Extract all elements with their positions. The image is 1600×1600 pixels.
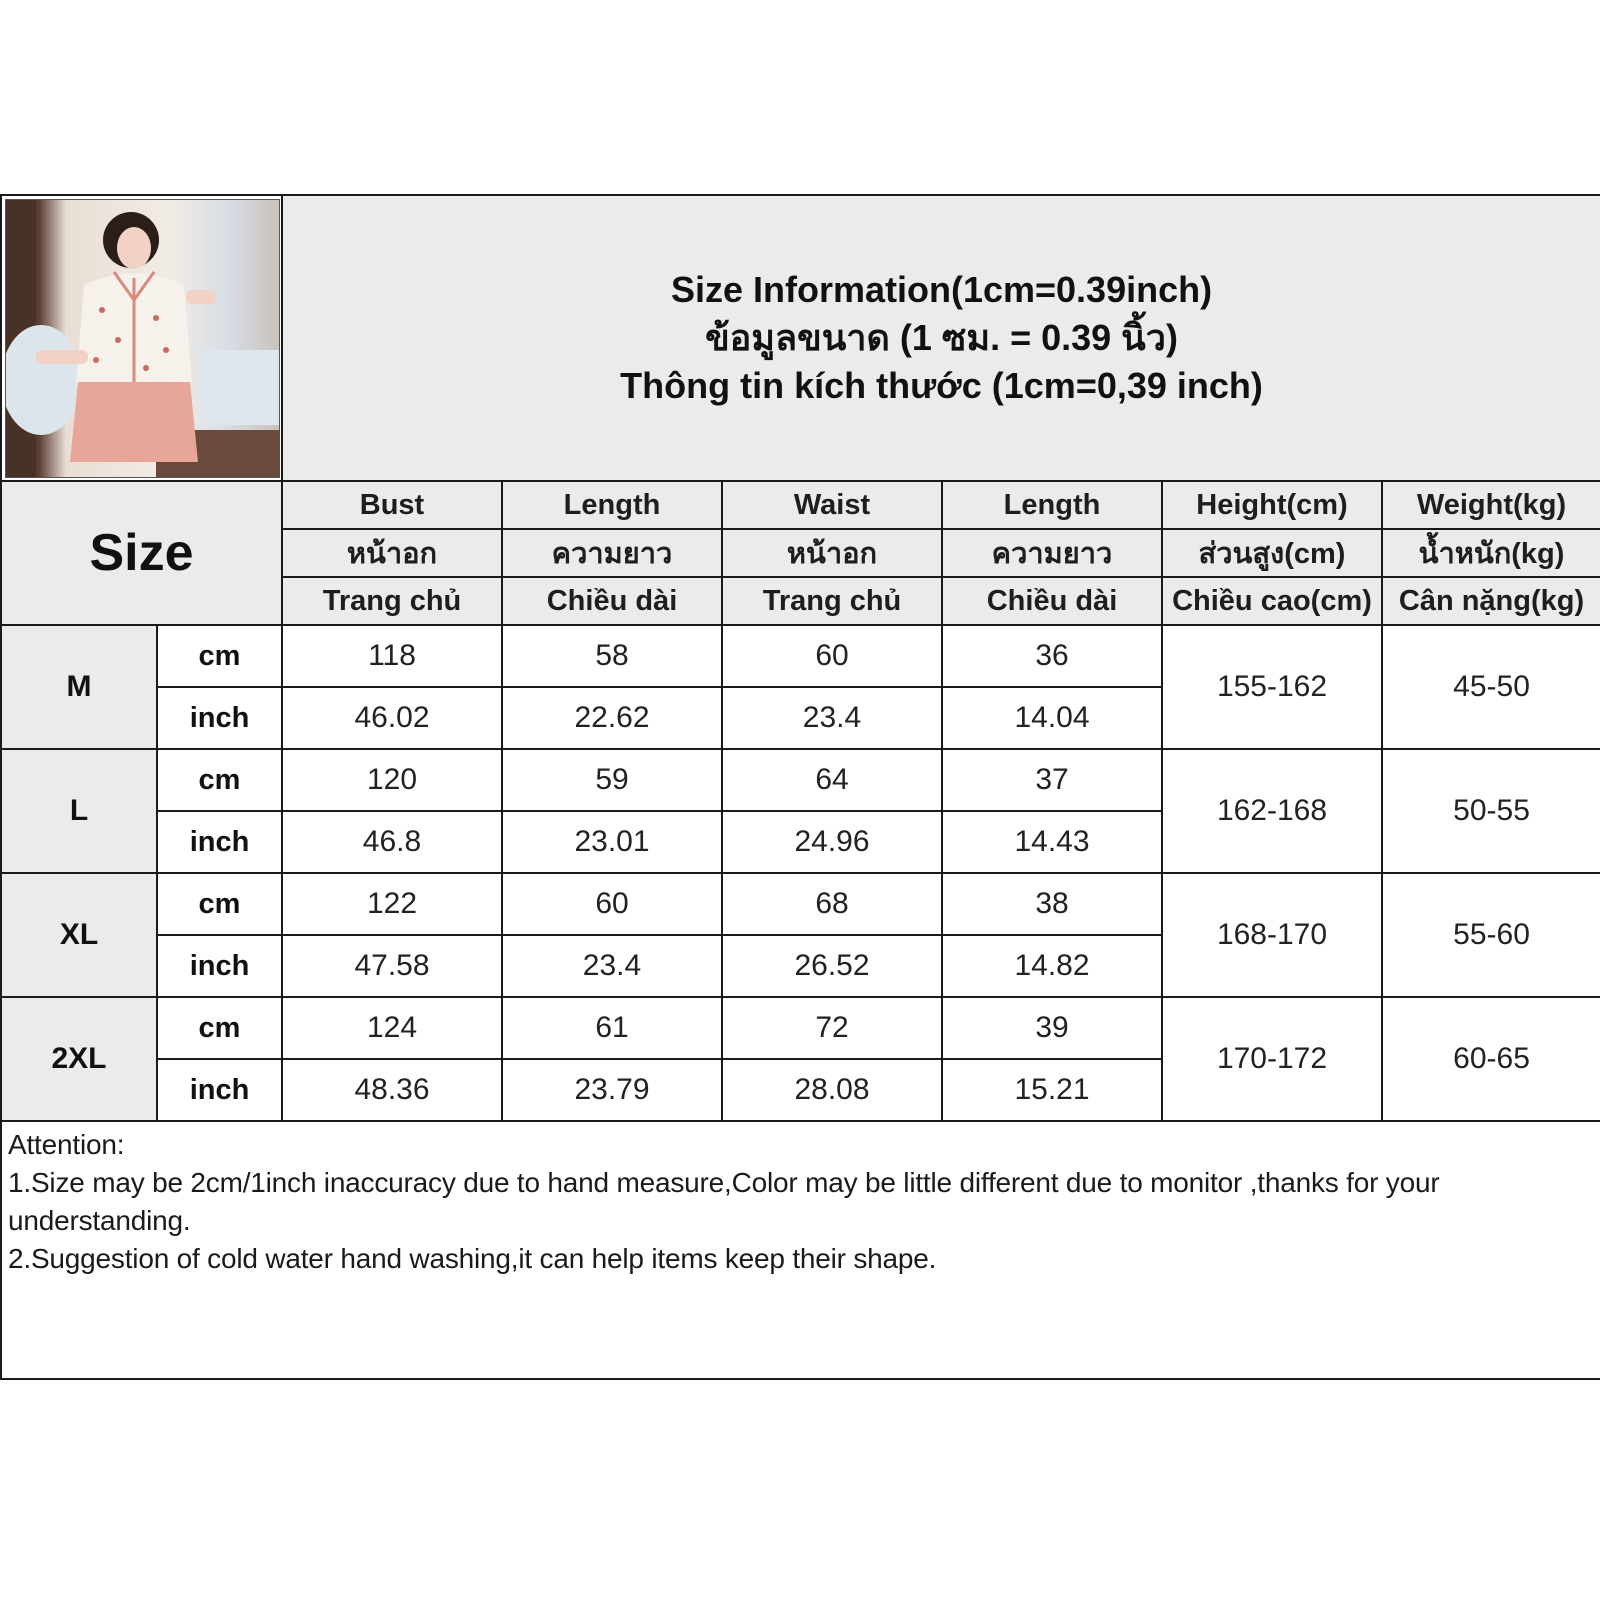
unit-cm: cm [157,625,282,687]
size-header: Size [1,481,282,625]
product-photo [5,199,280,478]
height-range: 155-162 [1162,625,1382,749]
table-cell: 24.96 [722,811,942,873]
col-header-th: น้ำหนัก(kg) [1382,529,1600,577]
col-header-en: Waist [722,481,942,529]
table-cell: 14.04 [942,687,1162,749]
unit-cm: cm [157,873,282,935]
height-range: 170-172 [1162,997,1382,1121]
table-cell: 58 [502,625,722,687]
col-header-vi: Chiều dài [942,577,1162,625]
title-cell [282,195,1600,481]
size-chart [0,194,1600,1406]
size-l-label: L [1,749,157,873]
height-range: 162-168 [1162,749,1382,873]
table-cell: 48.36 [282,1059,502,1121]
title-vietnamese: Thông tin kích thước (1cm=0,39 inch) [620,365,1263,406]
table-cell: 124 [282,997,502,1059]
attention-notes [1,1121,1600,1379]
col-header-en: Height(cm) [1162,481,1382,529]
table-cell: 46.02 [282,687,502,749]
note-line: understanding. [8,1205,191,1236]
table-cell: 122 [282,873,502,935]
height-range: 168-170 [1162,873,1382,997]
col-header-en: Weight(kg) [1382,481,1600,529]
table-cell: 60 [502,873,722,935]
table-cell: 64 [722,749,942,811]
size-m-label: M [1,625,157,749]
unit-cm: cm [157,749,282,811]
model-illustration [6,200,279,477]
product-photo-cell [1,195,282,481]
table-cell: 23.01 [502,811,722,873]
table-cell: 118 [282,625,502,687]
unit-inch: inch [157,687,282,749]
table-cell: 23.79 [502,1059,722,1121]
size-table [0,194,1600,1380]
col-header-th: ความยาว [502,529,722,577]
col-header-th: หน้าอก [282,529,502,577]
table-cell: 59 [502,749,722,811]
note-line: 2.Suggestion of cold water hand washing,it can help items keep their shape. [8,1243,937,1274]
note-line: 1.Size may be 2cm/1inch inaccuracy due to hand measure,Color may be little different due to monitor ,thanks for your [8,1167,1440,1198]
table-cell: 15.21 [942,1059,1162,1121]
weight-range: 50-55 [1382,749,1600,873]
col-header-th: ส่วนสูง(cm) [1162,529,1382,577]
table-cell: 39 [942,997,1162,1059]
col-header-th: หน้าอก [722,529,942,577]
size-2xl-label: 2XL [1,997,157,1121]
col-header-vi: Trang chủ [722,577,942,625]
table-cell: 14.43 [942,811,1162,873]
title-thai: ข้อมูลขนาด (1 ซม. = 0.39 นิ้ว) [705,317,1178,358]
table-cell: 60 [722,625,942,687]
weight-range: 60-65 [1382,997,1600,1121]
table-cell: 23.4 [722,687,942,749]
table-cell: 120 [282,749,502,811]
table-cell: 37 [942,749,1162,811]
table-cell: 36 [942,625,1162,687]
col-header-en: Length [942,481,1162,529]
table-cell: 61 [502,997,722,1059]
attention-heading: Attention: [8,1129,125,1160]
title-english: Size Information(1cm=0.39inch) [670,269,1213,310]
col-header-th: ความยาว [942,529,1162,577]
table-cell: 46.8 [282,811,502,873]
unit-inch: inch [157,811,282,873]
unit-cm: cm [157,997,282,1059]
size-xl-label: XL [1,873,157,997]
table-cell: 22.62 [502,687,722,749]
table-cell: 47.58 [282,935,502,997]
table-cell: 14.82 [942,935,1162,997]
weight-range: 55-60 [1382,873,1600,997]
table-cell: 72 [722,997,942,1059]
table-cell: 26.52 [722,935,942,997]
table-cell: 23.4 [502,935,722,997]
col-header-vi: Chiều dài [502,577,722,625]
col-header-en: Length [502,481,722,529]
unit-inch: inch [157,935,282,997]
unit-inch: inch [157,1059,282,1121]
col-header-en: Bust [282,481,502,529]
table-cell: 68 [722,873,942,935]
table-cell: 38 [942,873,1162,935]
weight-range: 45-50 [1382,625,1600,749]
table-cell: 28.08 [722,1059,942,1121]
col-header-vi: Cân nặng(kg) [1382,577,1600,625]
col-header-vi: Chiều cao(cm) [1162,577,1382,625]
col-header-vi: Trang chủ [282,577,502,625]
